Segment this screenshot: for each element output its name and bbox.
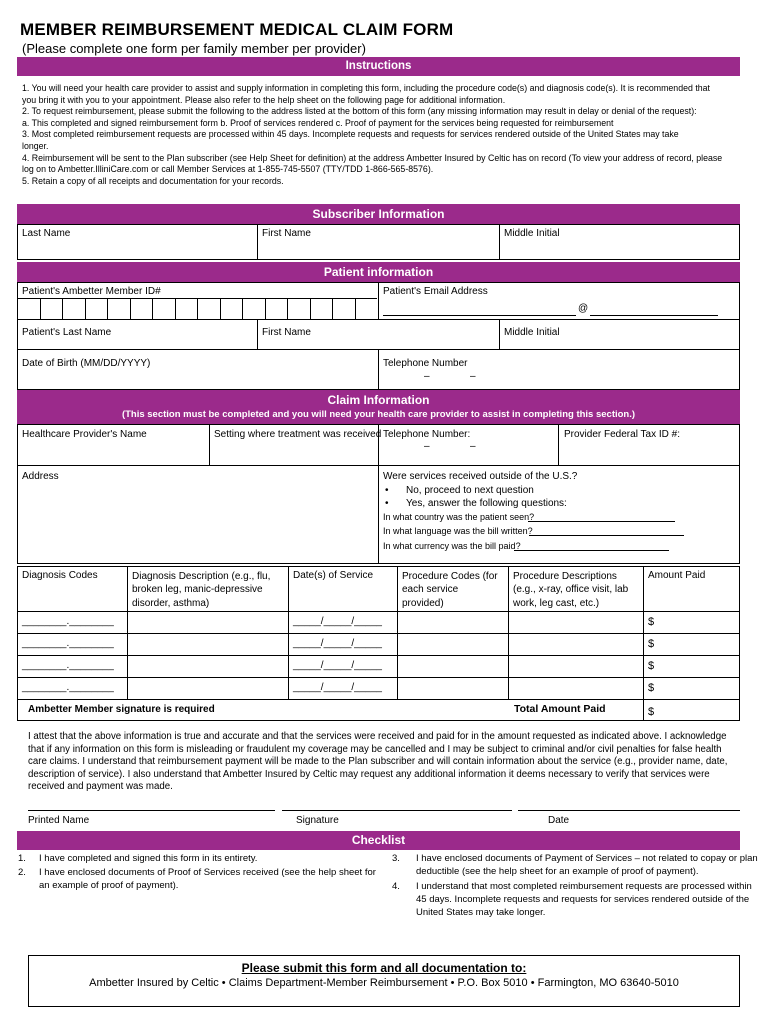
patient-email-label: Patient's Email Address [383,286,488,297]
subscriber-middle-initial[interactable]: Middle Initial [504,228,560,239]
date-line[interactable] [518,810,740,811]
table-col-divider [643,699,644,721]
diagnosis-code-field[interactable]: ________.________ [22,660,114,671]
checklist-item: I have enclosed documents of Payment of Services – not related to copay or plan deductible (see the help sheet for an example of proof of payment). [416,853,758,878]
patient-header: Patient information [17,262,740,282]
patient-middle-initial[interactable]: Middle Initial [504,327,560,338]
date-label: Date [548,815,570,826]
total-amount-label: Total Amount Paid [514,703,606,715]
col-amount-paid: Amount Paid [648,570,706,581]
email-user-line[interactable] [383,315,576,316]
patient-member-id-label: Patient's Ambetter Member ID# [22,286,161,297]
table-row-divider [17,633,740,634]
service-date-field[interactable]: _____/_____/_____ [293,638,382,649]
provider-telephone[interactable]: Telephone Number: [383,429,471,440]
instructions-header: Instructions [17,57,740,76]
member-id-box-divider [152,298,153,319]
checklist-num: 3. [392,853,400,864]
instructions-list [22,83,734,187]
table-row-divider [17,655,740,656]
table-row-divider [17,611,740,612]
service-date-field[interactable]: _____/_____/_____ [293,616,382,627]
country-question: In what country was the patient seen? [383,512,535,522]
member-id-box-divider [197,298,198,319]
claim-header [17,390,740,424]
form-title: MEMBER REIMBURSEMENT MEDICAL CLAIM FORM [20,20,454,39]
email-domain-line[interactable] [590,315,718,316]
phone-dash: – [424,441,430,452]
instruction-line: 1. You will need your health care provider to assist and supply information in completing this form, including the procedure code(s) and diagnosis code(s). It is recommended that [22,83,710,93]
instruction-line: longer. [22,140,49,151]
outside-us-question: Were services received outside of the U.S.? [383,471,578,482]
diagnosis-code-field[interactable]: ________.________ [22,616,114,627]
member-id-box-divider [355,298,356,319]
checklist-num: 2. [18,867,26,878]
checklist-num: 4. [392,881,400,892]
language-field[interactable] [529,535,684,536]
col-procedure-codes: Procedure Codes (for each service provided) [402,571,498,609]
col-diagnosis-description: Diagnosis Description (e.g., flu, broken leg, manic-depressive disorder, asthma) [132,571,271,609]
signature-line[interactable] [282,810,512,811]
country-field[interactable] [528,521,675,522]
member-id-box-divider [107,298,108,319]
attestation-text: I attest that the above information is true and accurate and that the services were received and paid for in the amount requested as indicated above. I acknowledge that if any information on this form is misleading or fraudulent my coverage may be cancelled and I may be subject to criminal and/or civil penalties for false health care claims. I understand that reimbursement payment will be made to the Plan subscriber and will contain information about the service (e.g., provider name, date, description of service). I also understand that Ambetter Insured by Celtic may request any additional information it deems necessary to verify that services were received and payment was made. [28,731,728,793]
phone-dash: – [424,371,430,382]
member-id-box-divider [85,298,86,319]
submission-heading: Please submit this form and all documentation to: [241,961,527,975]
checklist-item: I have enclosed documents of Proof of Services received (see the help sheet for an example of proof of payment). [39,867,376,892]
provider-name[interactable]: Healthcare Provider's Name [22,429,147,440]
col-dates-of-service: Date(s) of Service [293,570,374,581]
claim-heading: Claim Information [327,393,430,407]
subscriber-row [17,224,740,260]
instruction-line: log on to Ambetter.IlliniCare.com or call Member Services at 1-855-745-5507 (TTY/TDD 1-866-565-8576). [22,164,434,175]
language-question: In what language was the bill written? [383,526,533,536]
member-id-box-divider [40,298,41,319]
instruction-line: a. This completed and signed reimbursement form b. Proof of services rendered c. Proof of payment for the services being requested for reimbursement [22,117,614,128]
patient-dob[interactable]: Date of Birth (MM/DD/YYYY) [22,358,151,369]
submission-address: Ambetter Insured by Celtic • Claims Department-Member Reimbursement • P.O. Box 5010 • Farmington, MO 63640-5010 [89,977,679,989]
member-id-box-top [17,298,377,299]
phone-dash: – [470,371,476,382]
instruction-line: 4. Reimbursement will be sent to the Plan subscriber (see Help Sheet for definition) at the address Ambetter Insured by Celtic has on record (To view your address of record, please [22,152,723,163]
signature-label: Signature [296,815,339,826]
bullet: • [385,485,389,496]
amount-dollar[interactable]: $ [648,660,655,672]
form-subtitle: (Please complete one form per family member per provider) [22,41,366,56]
amount-dollar[interactable]: $ [648,682,655,694]
checklist-num: 1. [18,853,26,864]
currency-field[interactable] [514,550,669,551]
member-id-box-divider [175,298,176,319]
member-id-box-divider [265,298,266,319]
service-date-field[interactable]: _____/_____/_____ [293,660,382,671]
member-id-box-divider [130,298,131,319]
diagnosis-code-field[interactable]: ________.________ [22,682,114,693]
treatment-setting[interactable]: Setting where treatment was received [214,429,382,440]
table-row-divider [17,699,740,700]
diagnosis-code-field[interactable]: ________.________ [22,638,114,649]
total-dollar[interactable]: $ [648,706,655,718]
instruction-line: 3. Most completed reimbursement requests are processed within 45 days. Incomplete requests and requests for services rendered outside of the United States may take [22,129,679,140]
patient-telephone[interactable]: Telephone Number [383,358,468,369]
subscriber-header: Subscriber Information [17,204,740,224]
patient-last-name[interactable]: Patient's Last Name [22,327,112,338]
patient-first-name[interactable]: First Name [262,327,311,338]
col-procedure-descriptions: Procedure Descriptions (e.g., x-ray, office visit, lab work, leg cast, etc.) [513,571,629,609]
member-id-box-divider [310,298,311,319]
option-yes[interactable]: Yes, answer the following questions: [406,498,567,509]
col-diagnosis-codes: Diagnosis Codes [22,570,98,581]
option-no[interactable]: No, proceed to next question [406,485,534,496]
amount-dollar[interactable]: $ [648,638,655,650]
instruction-line: you bring it with you to your appointment. Please also refer to the help sheet on the following page for additional information. [22,94,506,105]
printed-name-line[interactable] [28,810,275,811]
email-at-sign: @ [578,303,589,314]
amount-dollar[interactable]: $ [648,616,655,628]
claim-subheading: (This section must be completed and you will need your health care provider to assist in completing this section.) [121,409,636,420]
checklist-header: Checklist [17,831,740,850]
provider-address[interactable]: Address [22,471,59,482]
member-id-box-divider [220,298,221,319]
provider-tax-id[interactable]: Provider Federal Tax ID #: [564,429,680,440]
printed-name-label: Printed Name [28,815,90,826]
table-row-divider [17,677,740,678]
subscriber-first-name[interactable]: First Name [262,228,311,239]
instruction-line: 5. Retain a copy of all receipts and documentation for your records. [22,175,284,186]
checklist-item: I understand that most completed reimbursement requests are processed within 45 days. Incomplete requests and requests for services rendered outside of the United States may take longer. [416,881,752,919]
member-id-box-divider [62,298,63,319]
bullet: • [385,498,389,509]
service-date-field[interactable]: _____/_____/_____ [293,682,382,693]
phone-dash: – [470,441,476,452]
member-id-box-divider [242,298,243,319]
checklist-item: I have completed and signed this form in its entirety. [39,853,258,864]
member-id-box-divider [287,298,288,319]
signature-required-note: Ambetter Member signature is required [28,704,215,715]
subscriber-last-name[interactable]: Last Name [22,228,71,239]
instruction-line: 2. To request reimbursement, please submit the following to the address listed at the bottom of this form (any missing information may result in delay or denial of the request): [22,106,697,117]
currency-question: In what currency was the bill paid? [383,541,521,551]
member-id-box-divider [332,298,333,319]
